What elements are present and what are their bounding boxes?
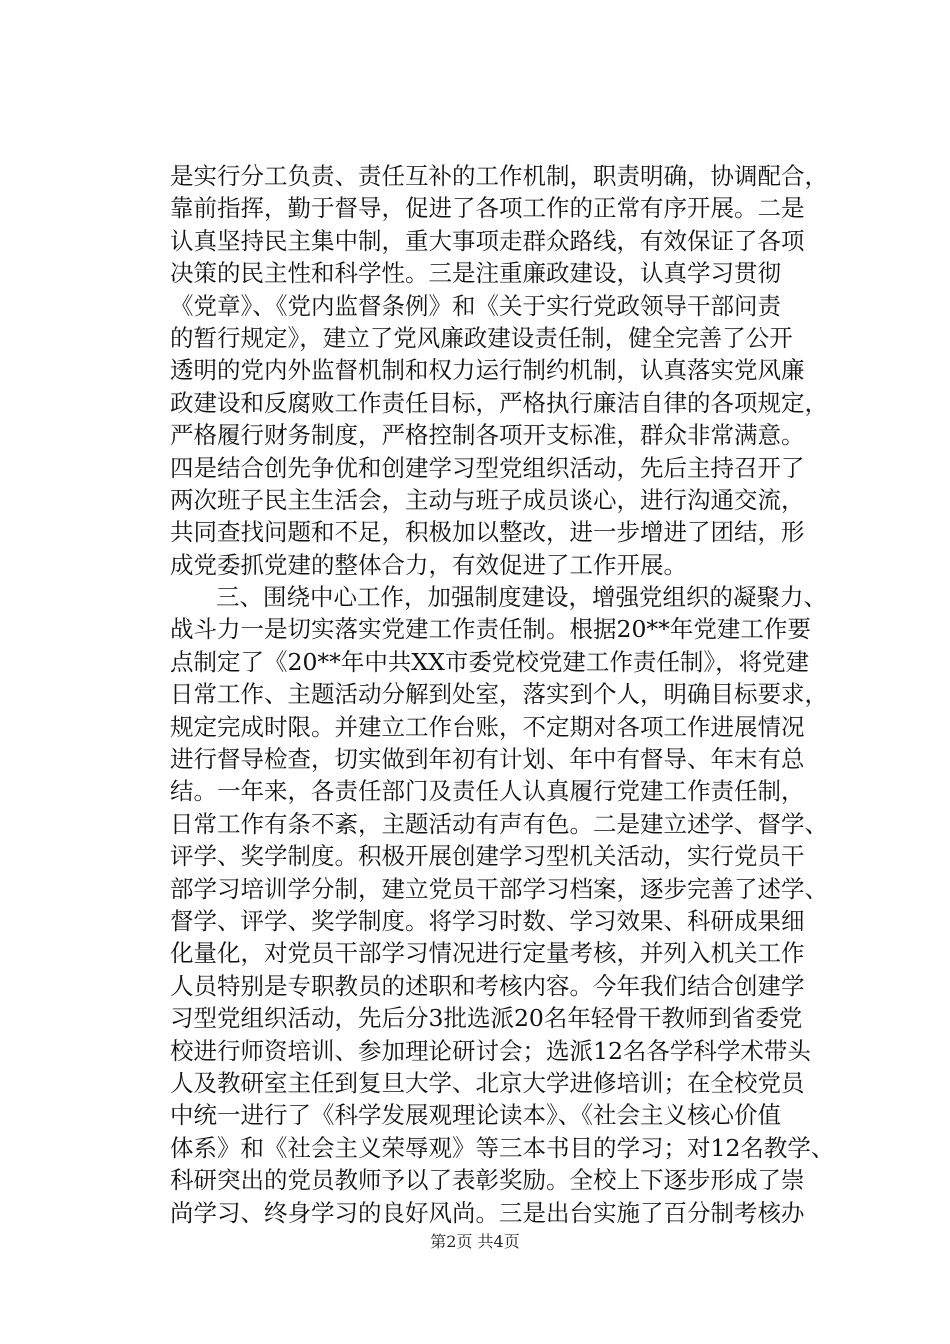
text-line: 日常工作、主题活动分解到处室，落实到个人，明确目标要求， — [170, 680, 828, 709]
text-line: 督学、评学、奖学制度。将学习时数、学习效果、科研成果细 — [170, 906, 805, 935]
text-line: 的暂行规定》，建立了党风廉政建设责任制，健全完善了公开 — [170, 323, 793, 352]
text-line: 是实行分工负责、责任互补的工作机制，职责明确，协调配合， — [170, 162, 828, 190]
text-line: 两次班子民主生活会，主动与班子成员谈心，进行沟通交流， — [170, 485, 805, 514]
text-line: 进行督导检查，切实做到年初有计划、年中有督导、年末有总 — [170, 745, 805, 774]
text-line: 体系》和《社会主义荣辱观》等三本书目的学习；对12名教学、 — [170, 1133, 835, 1162]
text-line: 战斗力一是切实落实党建工作责任制。根据20**年党建工作要 — [170, 615, 811, 644]
text-line: 日常工作有条不紊，主题活动有声有色。二是建立述学、督学、 — [170, 809, 828, 838]
text-line: 科研突出的党员教师予以了表彰奖励。全校上下逐步形成了崇 — [170, 1166, 805, 1195]
text-line: 《党章》、《党内监督条例》和《关于实行党政领导干部问责 — [170, 291, 781, 320]
text-line: 靠前指挥，勤于督导，促进了各项工作的正常有序开展。二是 — [170, 194, 805, 223]
text-line: 成党委抓党建的整体合力，有效促进了工作开展。 — [170, 550, 687, 579]
text-line: 评学、奖学制度。积极开展创建学习型机关活动，实行党员干 — [170, 842, 805, 871]
text-line: 透明的党内外监督机制和权力运行制约机制，认真落实党风廉 — [170, 356, 805, 385]
text-line: 中统一进行了《科学发展观理论读本》、《社会主义核心价值 — [170, 1101, 781, 1130]
text-line: 尚学习、终身学习的良好风尚。三是出台实施了百分制考核办 — [170, 1198, 805, 1227]
text-line: 四是结合创先争优和创建学习型党组织活动，先后主持召开了 — [170, 453, 805, 482]
text-line: 决策的民主性和科学性。三是注重廉政建设，认真学习贯彻 — [170, 259, 781, 288]
text-line: 规定完成时限。并建立工作台账，不定期对各项工作进展情况 — [170, 712, 805, 741]
text-line: 习型党组织活动，先后分3批选派20名年轻骨干教师到省委党 — [170, 1004, 803, 1033]
text-line: 结。一年来，各责任部门及责任人认真履行党建工作责任制， — [170, 777, 805, 806]
text-line: 校进行师资培训、参加理论研讨会；选派12名各学科学术带头 — [170, 1036, 811, 1065]
text-line: 点制定了《20**年中共XX市委党校党建工作责任制》，将党建 — [170, 647, 810, 676]
text-line: 共同查找问题和不足，积极加以整改，进一步增进了团结，形 — [170, 518, 805, 547]
text-line: 人员特别是专职教员的述职和考核内容。今年我们结合创建学 — [170, 971, 805, 1000]
text-line: 化量化，对党员干部学习情况进行定量考核，并列入机关工作 — [170, 939, 805, 968]
text-line: 政建设和反腐败工作责任目标，严格执行廉洁自律的各项规定， — [170, 388, 828, 417]
text-line: 人及教研室主任到复旦大学、北京大学进修培训；在全校党员 — [170, 1068, 805, 1097]
text-line: 部学习培训学分制，建立党员干部学习档案，逐步完善了述学、 — [170, 874, 828, 903]
text-line: 严格履行财务制度，严格控制各项开支标准，群众非常满意。 — [170, 421, 805, 450]
page-footer: 第2页 共4页 — [430, 1232, 520, 1251]
text-line: 三、围绕中心工作，加强制度建设，增强党组织的凝聚力、 — [216, 583, 827, 612]
document-body — [170, 160, 860, 1229]
text-line: 认真坚持民主集中制，重大事项走群众路线，有效保证了各项 — [170, 226, 805, 255]
